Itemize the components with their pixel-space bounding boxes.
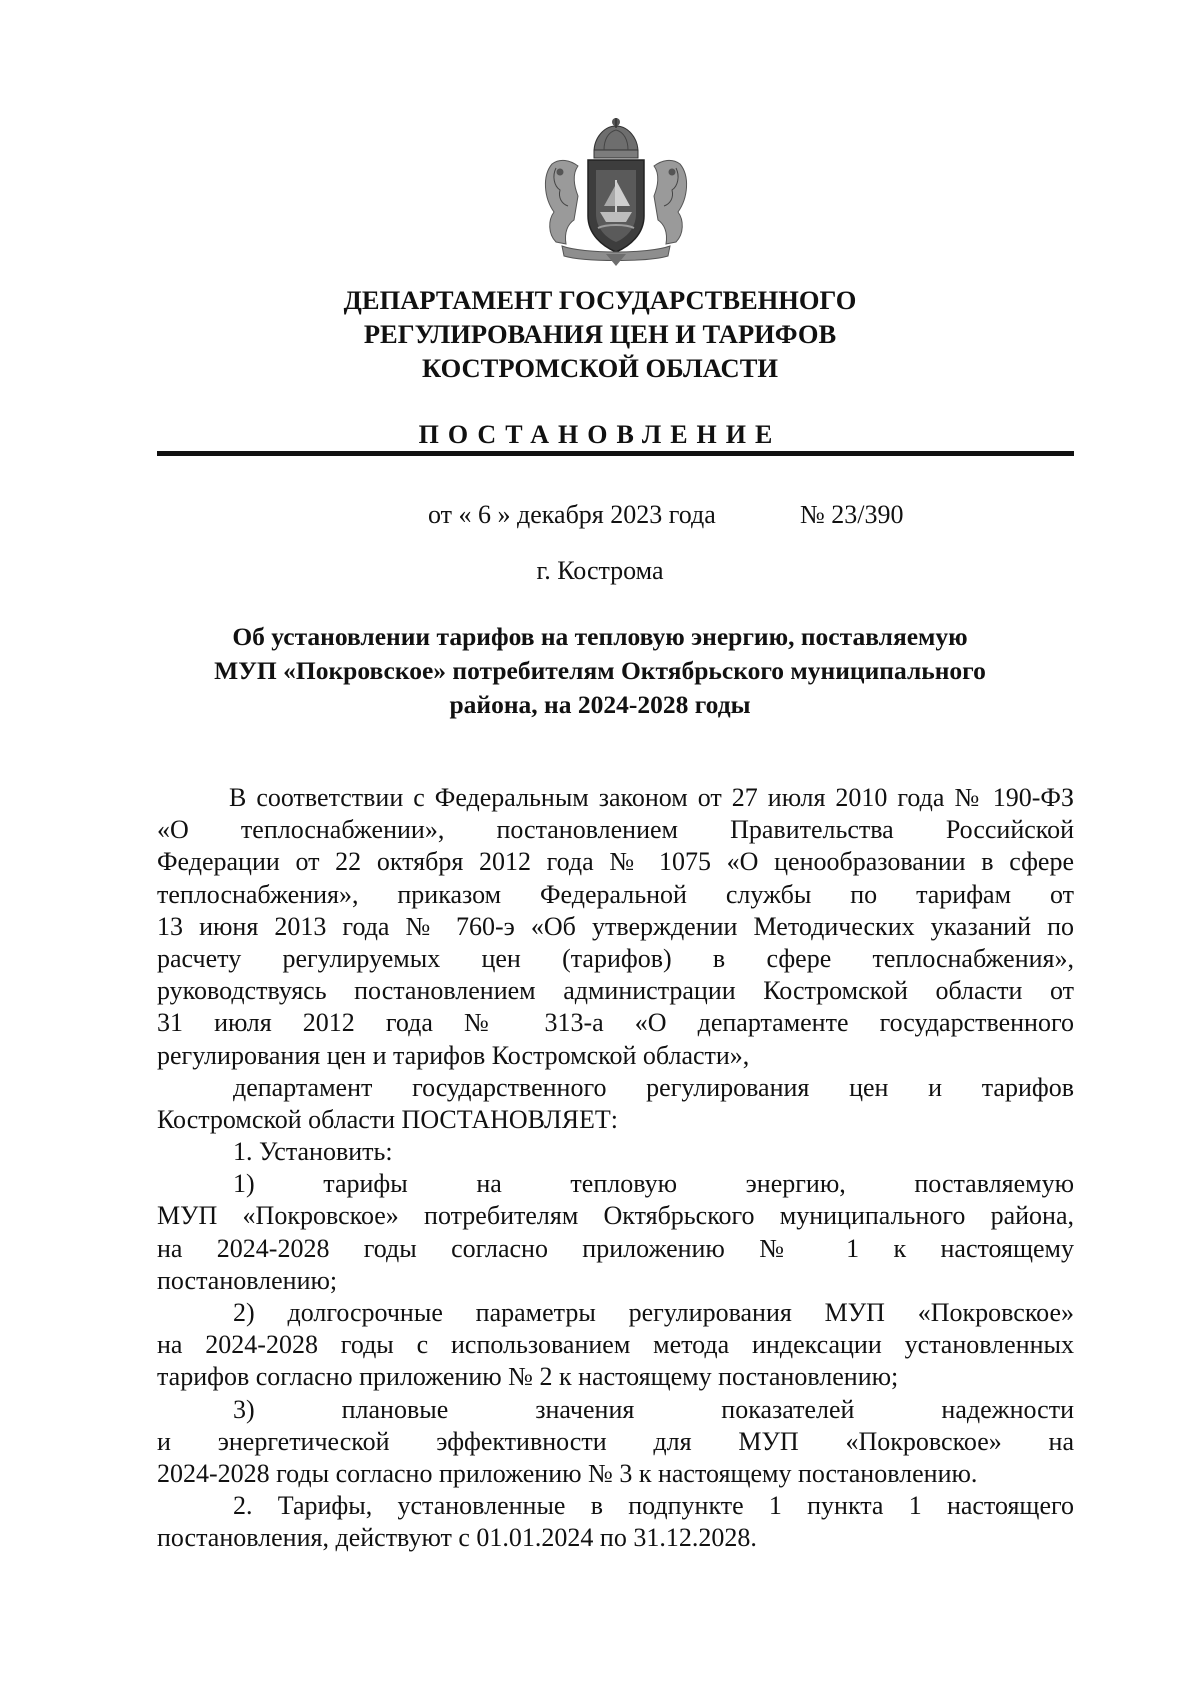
document-body [157,782,1074,1555]
body-line-11: Костромской области ПОСТАНОВЛЯЕТ: [157,1104,618,1134]
document-number: № 23/390 [800,500,904,529]
subject-line-3: района, на 2024-2028 годы [449,690,751,719]
document-date: от « 6 » декабря 2023 года [428,500,716,529]
department-line-1: ДЕПАРТАМЕНТ ГОСУДАРСТВЕННОГО [343,285,857,315]
body-line-18: на 2024-2028 годы с использованием метода индексации установленных [157,1330,1074,1360]
body-line-21: и энергетической эффективности для МУП «Покровское» на [157,1426,1074,1456]
crown-icon [594,118,638,158]
body-line-20: 3) плановые значения показателей надежности [233,1394,1074,1424]
coat-of-arms-emblem [538,116,694,266]
body-line-17: 2) долгосрочные параметры регулирования МУП «Покровское» [233,1298,1074,1327]
body-line-7: руководствуясь постановлением администрации Костромской области от [157,976,1074,1006]
subject-line-1: Об установлении тарифов на тепловую энергию, поставляемую [232,622,968,651]
body-line-6: расчету регулируемых цен (тарифов) в сфере теплоснабжения», [157,943,1074,973]
document-city: г. Кострома [536,556,664,585]
body-line-16: постановлению; [157,1265,338,1295]
header-divider [157,451,1074,456]
body-line-22: 2024-2028 годы согласно приложению № 3 к настоящему постановлению. [157,1458,978,1488]
body-line-9: регулирования цен и тарифов Костромской области», [157,1040,750,1070]
body-line-4: теплоснабжения», приказом Федеральной службы по тарифам от [157,879,1074,909]
body-line-8: 31 июля 2012 года № 313-а «О департаменте государственного [157,1008,1074,1038]
body-line-5: 13 июня 2013 года № 760-э «Об утверждении Методических указаний по [157,911,1074,941]
body-line-14: МУП «Покровское» потребителям Октябрьского муниципального района, [157,1201,1074,1231]
body-line-12: 1. Установить: [233,1137,393,1167]
department-name [0,283,1200,385]
body-line-19: тарифов согласно приложению № 2 к настоящему постановлению; [157,1362,899,1392]
shield-icon [588,160,644,252]
body-line-23: 2. Тарифы, установленные в подпункте 1 пункта 1 настоящего [233,1491,1074,1521]
body-line-15: на 2024-2028 годы согласно приложению № 1 к настоящему [157,1233,1074,1263]
subject-line-2: МУП «Покровское» потребителям Октябрьского муниципального [214,656,986,685]
body-line-13: 1) тарифы на тепловую энергию, поставляемую [233,1169,1074,1199]
body-line-1: В соответствии с Федеральным законом от 27 июля 2010 года № 190-ФЗ [229,783,1074,812]
right-lion-supporter-icon [654,160,687,244]
body-line-2: «О теплоснабжении», постановлением Правительства Российской [157,815,1074,845]
document-subject [0,620,1200,722]
left-lion-supporter-icon [545,160,578,244]
department-line-3: КОСТРОМСКОЙ ОБЛАСТИ [422,353,778,383]
body-line-3: Федерации от 22 октября 2012 года № 1075 «О ценообразовании в сфере [157,847,1074,877]
document-type-title: ПОСТАНОВЛЕНИЕ [418,420,782,449]
body-line-10: департамент государственного регулирования цен и тарифов [233,1072,1074,1102]
department-line-2: РЕГУЛИРОВАНИЯ ЦЕН И ТАРИФОВ [363,319,837,349]
body-line-24: постановления, действуют с 01.01.2024 по 31.12.2028. [157,1523,757,1553]
